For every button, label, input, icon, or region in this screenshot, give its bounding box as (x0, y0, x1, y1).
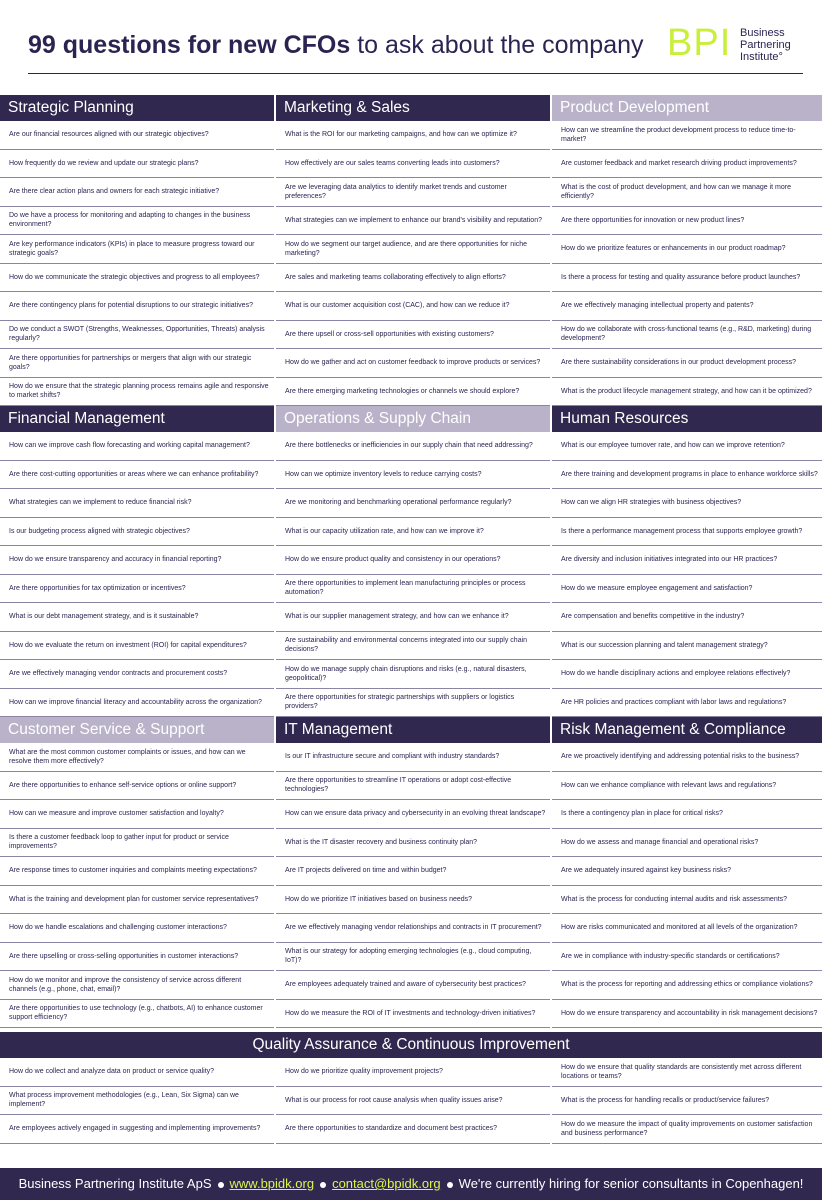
question-text: How do we collaborate with cross-functional teams (e.g., R&D, marketing) during development? (561, 326, 812, 343)
question-item (552, 546, 822, 575)
question-text: What is the ROI for our marketing campaigns, and how can we optimize it? (285, 131, 517, 139)
question-item (552, 857, 822, 886)
question-item (0, 518, 274, 547)
question-item (276, 489, 550, 518)
footer-company: Business Partnering Institute ApS (18, 1176, 212, 1191)
question-item (0, 829, 274, 858)
question-item (552, 150, 822, 179)
question-text: Are there contingency plans for potential disruptions to our strategic initiatives? (9, 302, 253, 310)
question-text: What is the process for reporting and addressing ethics or compliance violations? (561, 981, 813, 989)
question-text: Are there opportunities to standardize and document best practices? (285, 1125, 498, 1133)
question-item (552, 178, 822, 207)
question-item (552, 121, 822, 150)
question-text: How are risks communicated and monitored at all levels of the organization? (561, 924, 798, 932)
question-text: Are we effectively managing intellectual property and patents? (561, 302, 754, 310)
question-text: How do we ensure transparency and accountability in risk management decisions? (561, 1009, 818, 1017)
question-text: Are we effectively managing vendor relationships and contracts in IT procurement? (285, 924, 542, 932)
email-link[interactable]: contact@bpidk.org (332, 1176, 441, 1191)
question-item (552, 378, 822, 407)
question-item (0, 489, 274, 518)
bpi-logo: BPI (667, 22, 732, 64)
question-item (276, 800, 550, 829)
question-item (0, 857, 274, 886)
question-text: Do we conduct a SWOT (Strengths, Weaknesses, Opportunities, Threats) analysis regularly? (9, 326, 265, 343)
question-item (276, 461, 550, 490)
question-item (552, 575, 822, 604)
question-text: What is our customer acquisition cost (CAC), and how can we reduce it? (285, 302, 510, 310)
question-text: Are there opportunities for tax optimization or incentives? (9, 584, 186, 592)
question-item (0, 800, 274, 829)
question-text: How do we handle escalations and challenging customer interactions? (9, 924, 227, 932)
question-item (552, 886, 822, 915)
title-rest: to ask about the company (350, 31, 644, 59)
question-item (0, 743, 274, 772)
question-item (276, 349, 550, 378)
question-item (276, 178, 550, 207)
question-text: Are there opportunities to use technology (e.g., chatbots, AI) to enhance customer support efficiency? (9, 1005, 263, 1022)
question-text: How do we ensure that the strategic planning process remains agile and responsive to market shifts? (9, 383, 269, 400)
question-item (552, 321, 822, 350)
title-highlight: 99 questions for new CFOs (28, 31, 351, 59)
question-item (0, 546, 274, 575)
question-text: Are we adequately insured against key business risks? (561, 867, 732, 875)
question-item (0, 321, 274, 350)
footer-bar (0, 1168, 822, 1200)
question-text: How do we ensure transparency and accuracy in financial reporting? (9, 556, 222, 564)
section-heading: Human Resources (552, 406, 822, 432)
section-heading: IT Management (276, 717, 550, 743)
question-text: Are IT projects delivered on time and within budget? (285, 867, 447, 875)
question-text: What is our strategy for adopting emerging technologies (e.g., cloud computing, IoT)? (285, 948, 532, 965)
website-link[interactable]: www.bpidk.org (229, 1176, 315, 1191)
question-text: How do we prioritize IT initiatives based on business needs? (285, 895, 473, 903)
question-item (552, 660, 822, 689)
question-text: Are there opportunities for innovation or new product lines? (561, 216, 745, 224)
question-item (552, 1115, 822, 1144)
question-item (276, 1058, 550, 1087)
question-item (552, 971, 822, 1000)
section-heading: Financial Management (0, 406, 274, 432)
question-text: What is the cost of product development, and how can we manage it more efficiently? (561, 183, 791, 200)
question-text: How can we ensure data privacy and cybersecurity in an evolving threat landscape? (285, 810, 546, 818)
question-item (276, 689, 550, 718)
question-text: How do we prioritize features or enhancements in our product roadmap? (561, 245, 786, 253)
question-item (552, 349, 822, 378)
question-text: Do we have a process for monitoring and adapting to changes in the business environment? (9, 212, 251, 229)
question-item (276, 235, 550, 264)
question-text: What is the process for handling recalls or product/service failures? (561, 1096, 770, 1104)
logo-line: Partnering (740, 39, 791, 51)
question-text: How do we evaluate the return on investment (ROI) for capital expenditures? (9, 641, 247, 649)
question-text: Are customer feedback and market research driving product improvements? (561, 159, 797, 167)
question-item (552, 829, 822, 858)
question-item (0, 207, 274, 236)
question-text: What is our debt management strategy, and is it sustainable? (9, 613, 199, 621)
section-row (0, 406, 822, 717)
question-text: Are there clear action plans and owners for each strategic initiative? (9, 188, 220, 196)
question-item (0, 1087, 274, 1116)
question-text: Is there a performance management process that supports employee growth? (561, 527, 803, 535)
question-text: What is the product lifecycle management strategy, and how can it be optimized? (561, 387, 812, 395)
question-item (0, 689, 274, 718)
question-item (0, 772, 274, 801)
question-item (0, 575, 274, 604)
question-item (552, 743, 822, 772)
question-item (276, 321, 550, 350)
question-item (552, 943, 822, 972)
question-item (0, 603, 274, 632)
question-text: What are the most common customer complaints or issues, and how can we resolve them more effectively? (9, 748, 246, 765)
question-item (0, 264, 274, 293)
question-item (276, 886, 550, 915)
question-item (552, 772, 822, 801)
question-text: What is our succession planning and talent management strategy? (561, 641, 768, 649)
question-item (276, 857, 550, 886)
question-text: Are there opportunities to implement lean manufacturing principles or process automation? (285, 580, 526, 597)
question-item (552, 264, 822, 293)
question-text: Are HR policies and practices compliant with labor laws and regulations? (561, 698, 787, 706)
question-text: Is our IT infrastructure secure and compliant with industry standards? (285, 753, 500, 761)
question-item (0, 660, 274, 689)
question-text: Are employees adequately trained and aware of cybersecurity best practices? (285, 981, 526, 989)
question-item (0, 461, 274, 490)
question-text: Is there a process for testing and quality assurance before product launches? (561, 273, 801, 281)
question-text: What is the IT disaster recovery and business continuity plan? (285, 838, 478, 846)
question-text: Are key performance indicators (KPIs) in place to measure progress toward our strategic goals? (9, 240, 255, 257)
quality-column (276, 1058, 550, 1144)
question-item (276, 575, 550, 604)
question-item (276, 660, 550, 689)
question-text: Are there upselling or cross-selling opportunities in customer interactions? (9, 952, 239, 960)
question-item (276, 914, 550, 943)
question-item (552, 1087, 822, 1116)
question-text: What is our capacity utilization rate, and how can we improve it? (285, 527, 484, 535)
footer-hiring: We're currently hiring for senior consultants in Copenhagen! (458, 1176, 804, 1191)
question-item (276, 743, 550, 772)
section-operations-and-supply-chain (276, 406, 550, 717)
section-heading: Risk Management & Compliance (552, 717, 822, 743)
question-item (0, 886, 274, 915)
logo-line: Institute° (740, 51, 783, 63)
quality-column (552, 1058, 822, 1144)
question-item (552, 461, 822, 490)
section-heading: Customer Service & Support (0, 717, 274, 743)
question-item (552, 603, 822, 632)
question-item (552, 689, 822, 718)
question-text: Are there opportunities to streamline IT operations or adopt cost-effective technologies? (285, 777, 512, 794)
question-text: Are we leveraging data analytics to identify market trends and customer preferences? (285, 183, 507, 200)
question-text: Are response times to customer inquiries and complaints meeting expectations? (9, 867, 257, 875)
question-item (276, 772, 550, 801)
question-item (0, 349, 274, 378)
question-item (276, 1087, 550, 1116)
bullet-icon (218, 1182, 224, 1188)
question-item (0, 1000, 274, 1029)
question-text: Are diversity and inclusion initiatives integrated into our HR practices? (561, 556, 778, 564)
question-text: How do we measure the impact of quality improvements on customer satisfaction and business performance? (561, 1120, 813, 1137)
question-text: How effectively are our sales teams converting leads into customers? (285, 159, 500, 167)
quality-column (0, 1058, 274, 1144)
question-text: How can we measure and improve customer satisfaction and loyalty? (9, 810, 224, 818)
page-header (0, 0, 822, 96)
question-text: How can we optimize inventory levels to reduce carrying costs? (285, 470, 482, 478)
section-strategic-planning (0, 95, 274, 406)
question-item (0, 378, 274, 407)
question-item (276, 632, 550, 661)
section-customer-service-and-support (0, 717, 274, 1028)
question-text: How do we manage supply chain disruptions and risks (e.g., natural disasters, geopolitical)? (285, 665, 527, 682)
question-item (552, 518, 822, 547)
question-item (276, 546, 550, 575)
question-item (552, 632, 822, 661)
question-text: Are there training and development programs in place to enhance workforce skills? (561, 470, 818, 478)
question-text: Are sustainability and environmental concerns integrated into our supply chain decisions? (285, 637, 528, 654)
question-text: How do we segment our target audience, and are there opportunities for niche marketing? (285, 240, 528, 257)
question-text: How do we monitor and improve the consistency of service across different channels (e.g., phone, chat, email)? (9, 976, 242, 993)
question-text: Is there a customer feedback loop to gather input for product or service improvements? (9, 834, 229, 851)
question-item (276, 603, 550, 632)
question-item (276, 518, 550, 547)
question-item (276, 207, 550, 236)
question-text: Are there opportunities for strategic partnerships with suppliers or logistics providers? (285, 694, 515, 711)
question-item (0, 121, 274, 150)
question-text: Are there opportunities to enhance self-service options or online support? (9, 781, 237, 789)
question-text: Are we monitoring and benchmarking operational performance regularly? (285, 499, 512, 507)
question-text: How do we assess and manage financial and operational risks? (561, 838, 759, 846)
question-text: What is the process for conducting internal audits and risk assessments? (561, 895, 788, 903)
question-item (0, 943, 274, 972)
question-item (552, 207, 822, 236)
section-heading: Strategic Planning (0, 95, 274, 121)
question-item (552, 432, 822, 461)
question-text: Are there sustainability considerations in our product development process? (561, 359, 797, 367)
question-text: What strategies can we implement to reduce financial risk? (9, 499, 192, 507)
question-text: Are employees actively engaged in suggesting and implementing improvements? (9, 1125, 261, 1133)
question-text: Are compensation and benefits competitive in the industry? (561, 613, 745, 621)
question-text: How do we measure the ROI of IT investments and technology-driven initiatives? (285, 1009, 536, 1017)
question-item (552, 235, 822, 264)
question-text: How can we improve financial literacy and accountability across the organization? (9, 698, 262, 706)
question-item (0, 914, 274, 943)
question-item (276, 943, 550, 972)
section-it-management (276, 717, 550, 1028)
logo-line: Business (740, 27, 785, 39)
question-item (0, 292, 274, 321)
question-text: Are we proactively identifying and addressing potential risks to the business? (561, 753, 800, 761)
section-row (0, 95, 822, 406)
question-item (0, 235, 274, 264)
question-text: How frequently do we review and update our strategic plans? (9, 159, 199, 167)
question-item (276, 150, 550, 179)
question-text: What strategies can we implement to enhance our brand's visibility and reputation? (285, 216, 542, 224)
bullet-icon (447, 1182, 453, 1188)
question-text: What is our employee turnover rate, and how can we improve retention? (561, 442, 785, 450)
section-financial-management (0, 406, 274, 717)
question-text: Are we effectively managing vendor contracts and procurement costs? (9, 670, 228, 678)
section-row (0, 717, 822, 1028)
question-item (0, 432, 274, 461)
question-text: What process improvement methodologies (e.g., Lean, Six Sigma) can we implement? (9, 1092, 239, 1109)
question-item (276, 1000, 550, 1029)
section-heading: Marketing & Sales (276, 95, 550, 121)
question-item (552, 914, 822, 943)
question-text: Are there cost-cutting opportunities or areas where we can enhance profitability? (9, 470, 259, 478)
section-risk-management-and-compliance (552, 717, 822, 1028)
question-item (276, 121, 550, 150)
question-item (276, 432, 550, 461)
question-text: How can we align HR strategies with business objectives? (561, 499, 742, 507)
question-item (276, 829, 550, 858)
question-text: How do we measure employee engagement and satisfaction? (561, 584, 753, 592)
question-text: How do we ensure product quality and consistency in our operations? (285, 556, 501, 564)
question-text: What is the training and development plan for customer service representatives? (9, 895, 259, 903)
question-text: Are there emerging marketing technologies or channels we should explore? (285, 387, 520, 395)
question-text: How do we gather and act on customer feedback to improve products or services? (285, 359, 541, 367)
section-heading: Product Development (552, 95, 822, 121)
question-text: How can we enhance compliance with relevant laws and regulations? (561, 781, 777, 789)
question-text: How do we ensure that quality standards are consistently met across different locations or teams? (561, 1063, 802, 1080)
question-text: What is our process for root cause analysis when quality issues arise? (285, 1096, 503, 1104)
question-item (552, 489, 822, 518)
logo-wordmark (740, 27, 791, 63)
question-item (552, 292, 822, 321)
question-item (0, 178, 274, 207)
section-product-development (552, 95, 822, 406)
question-text: How do we collect and analyze data on product or service quality? (9, 1068, 215, 1076)
question-item (0, 150, 274, 179)
question-text: What is our supplier management strategy, and how can we enhance it? (285, 613, 509, 621)
question-item (276, 1115, 550, 1144)
question-text: How can we streamline the product development process to reduce time-to-market? (561, 126, 796, 143)
question-item (276, 264, 550, 293)
question-text: How do we communicate the strategic objectives and progress to all employees? (9, 273, 260, 281)
question-item (552, 1058, 822, 1087)
question-text: How do we prioritize quality improvement projects? (285, 1068, 443, 1076)
question-text: How do we handle disciplinary actions and employee relations effectively? (561, 670, 791, 678)
question-item (0, 1058, 274, 1087)
quality-assurance-row (0, 1058, 822, 1144)
question-item (0, 632, 274, 661)
section-marketing-and-sales (276, 95, 550, 406)
question-text: Are our financial resources aligned with our strategic objectives? (9, 131, 209, 139)
question-item (0, 971, 274, 1000)
question-item (276, 292, 550, 321)
question-text: Are we in compliance with industry-specific standards or certifications? (561, 952, 780, 960)
question-item (276, 971, 550, 1000)
question-grid (0, 95, 822, 1144)
question-item (552, 800, 822, 829)
question-text: Is our budgeting process aligned with strategic objectives? (9, 527, 190, 535)
question-text: Are there upsell or cross-sell opportunities with existing customers? (285, 330, 494, 338)
question-item (552, 1000, 822, 1029)
question-item (0, 1115, 274, 1144)
question-item (276, 378, 550, 407)
question-text: How can we improve cash flow forecasting and working capital management? (9, 442, 250, 450)
page-title (28, 29, 644, 61)
question-text: Are there opportunities for partnerships or mergers that align with our strategic goals? (9, 354, 252, 371)
section-heading-quality-assurance: Quality Assurance & Continuous Improvement (0, 1032, 822, 1058)
question-text: Is there a contingency plan in place for critical risks? (561, 810, 723, 818)
section-heading: Operations & Supply Chain (276, 406, 550, 432)
question-text: Are there bottlenecks or inefficiencies in our supply chain that need addressing? (285, 442, 533, 450)
section-human-resources (552, 406, 822, 717)
header-divider (28, 73, 803, 74)
bullet-icon (320, 1182, 326, 1188)
question-text: Are sales and marketing teams collaborating effectively to align efforts? (285, 273, 506, 281)
